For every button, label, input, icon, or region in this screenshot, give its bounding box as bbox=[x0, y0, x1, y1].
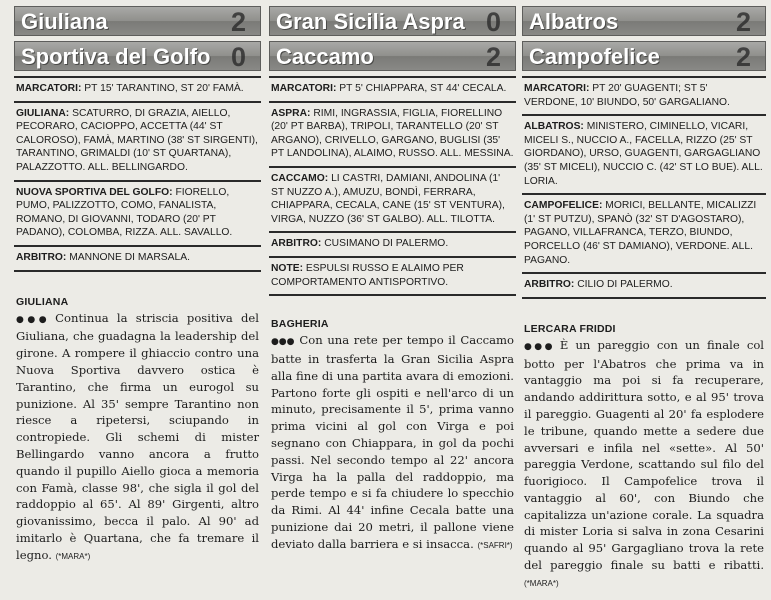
scorers: MARCATORI: PT 20' GUAGENTI; ST 5' VERDONE, 10' BIUNDO, 50' GARGALIANO. bbox=[522, 76, 766, 114]
home-team-band bbox=[14, 6, 261, 36]
home-team-band bbox=[522, 6, 766, 36]
bullet-dots: ●●● bbox=[16, 314, 51, 325]
divider bbox=[14, 270, 261, 272]
referee: ARBITRO: CUSIMANO DI PALERMO. bbox=[269, 231, 516, 256]
away-team-name: Caccamo bbox=[276, 44, 374, 69]
article-body: ●●● È un pareggio con un finale col botto per l'Abatros che prima va in vantaggio ma poi si fa recuperare, andando addirittura sotto, e al 95' trova il pareggio. Guagenti al 20' fa esplodere le tribune, quando mette a sedere due avversari e infila nel «sette». Al 50' pareggia Verdone, scattando sul filo del fuorigioco. Il Campofelice trova il vantaggio al 60', con Biundo che capitalizza un'azione corale. La squadra di mister Loria si salva in zona Cesarini quando al 95' Gargagliano trova la rete del pareggio finale su batti e ribatti. (*MARA*) bbox=[524, 337, 765, 588]
referee: ARBITRO: CILIO DI PALERMO. bbox=[522, 272, 766, 297]
home-team-score: 2 bbox=[230, 7, 246, 37]
away-team-score: 2 bbox=[735, 42, 751, 72]
match-column-aspra bbox=[269, 6, 516, 600]
dateline: BAGHERIA bbox=[271, 318, 329, 331]
home-team-name: Gran Sicilia Aspra bbox=[276, 9, 465, 34]
divider bbox=[269, 294, 516, 296]
scorers: MARCATORI: PT 15' TARANTINO, ST 20' FAMÀ. bbox=[14, 76, 261, 101]
article-body: ●●● Continua la striscia positiva del Giuliana, che guadagna la leadership del girone. A rompere il ghiaccio contro una Nuova Sportiva davvero ostica è Tarantino, che firma un eurogol su punizione. Al 35' sempre Tarantino non riesce a ripetersi, sciupando in contropiede. Gli schemi di mister Bellingardo vanno ancora a frutto quando il pupillo Aiello gioca a memoria con Famà, classe 98', che sigla il gol del raddoppio al 65'. Al 89' Girgenti, altro giovanissimo, becca il palo. Al 90' ad imitarlo è Quartana, che fa tremare il legno. (*MARA*) bbox=[16, 310, 259, 562]
dateline: GIULIANA bbox=[16, 295, 69, 308]
author-signature: (*SAFRI*) bbox=[477, 540, 513, 550]
home-lineup: GIULIANA: SCATURRO, DI GRAZIA, AIELLO, PECORARO, CACIOPPO, ACCETTA (44' ST CALOROSO), FAMÀ, MARTINO (38' ST SIRGENTI), TARANTINO, GRIMALDI (10' ST QUARTANA), PALAZZOTTO. ALL. BELLINGARDO. bbox=[14, 101, 261, 180]
home-lineup: ALBATROS: MINISTERO, CIMINELLO, VICARI, MICELI S., NUCCIO A., FACELLA, RIZZO (25' ST GIORDANO), URSO, GUAGENTI, GARGAGLIANO (35' ST MICELI), NUCCIO C. (42' ST LO BUE). ALL. LORIA. bbox=[522, 114, 766, 193]
match-notes: NOTE: ESPULSI RUSSO E ALAIMO PER COMPORTAMENTO ANTISPORTIVO. bbox=[269, 256, 516, 294]
away-team-score: 2 bbox=[485, 42, 501, 72]
referee: ARBITRO: MANNONE DI MARSALA. bbox=[14, 245, 261, 270]
away-lineup: CACCAMO: LI CASTRI, DAMIANI, ANDOLINA (1' ST NUZZO A.), AMUZU, BONDÌ, FERRARA, CHIAPPARA, CECALA, CANE (15' ST VENTURA), VIRGA, NUZZO (36' ST GALBO). ALL. TILOTTA. bbox=[269, 166, 516, 231]
home-team-score: 2 bbox=[735, 7, 751, 37]
divider bbox=[522, 297, 766, 299]
dateline: LERCARA FRIDDI bbox=[524, 322, 616, 335]
away-team-band bbox=[269, 41, 516, 71]
match-column-giuliana bbox=[14, 6, 261, 600]
away-lineup: NUOVA SPORTIVA DEL GOLFO: FIORELLO, PUMO, PALIZZOTTO, COMO, FANALISTA, ROMANO, DI GIOVANNI, TODARO (20' PT PADANO), COLOMBA, RIZZA. ALL. SAVALLO. bbox=[14, 180, 261, 245]
scorers: MARCATORI: PT 5' CHIAPPARA, ST 44' CECALA. bbox=[269, 76, 516, 101]
author-signature: (*MARA*) bbox=[524, 578, 559, 588]
author-signature: (*MARA*) bbox=[55, 551, 91, 561]
away-team-name: Campofelice bbox=[529, 44, 660, 69]
match-column-albatros bbox=[522, 6, 766, 600]
away-team-score: 0 bbox=[230, 42, 246, 72]
home-team-score: 0 bbox=[485, 7, 501, 37]
home-team-name: Giuliana bbox=[21, 9, 108, 34]
bullet-dots: ●●● bbox=[271, 337, 295, 348]
article-body: ●●● Con una rete per tempo il Caccamo batte in trasferta la Gran Sicilia Aspra alla fine di una partita avara di emozioni. Partono forte gli ospiti e nell'arco di un minuto, precisamente il 5', prima vanno prima vicini al gol con Virga e poi segnano con Chiappara, in gol da pochi passi. Nel secondo tempo al 22' ancora Virga ha la palla del raddoppio, ma perde tempo e si fa chiudere lo specchio da Rimi. Al 44' infine Cecala batte una punizione dai 20 metri, il pallone viene deviato dalla barriera e si insacca. (*SAFRI*) bbox=[271, 333, 514, 551]
away-team-band bbox=[14, 41, 261, 71]
home-lineup: ASPRA: RIMI, INGRASSIA, FIGLIA, FIORELLINO (20' PT BARBA), TRIPOLI, TARANTELLO (20' ST ARGANO), CRIVELLO, GARGANO, BUGLISI (35' PT LANDOLINA), ALAIMO, RUSSO. ALL. MESSINA. bbox=[269, 101, 516, 166]
away-team-band bbox=[522, 41, 766, 71]
home-team-band bbox=[269, 6, 516, 36]
away-team-name: Sportiva del Golfo bbox=[21, 44, 211, 69]
away-lineup: CAMPOFELICE: MORICI, BELLANTE, MICALIZZI (1' ST PUTZU), SPANÒ (32' ST D'AGOSTARO), PAGANO, VILLAFRANCA, TERZO, BIUNDO, PORCELLO (46' ST DAMIANO), VERDONE. ALL. PAGANO. bbox=[522, 193, 766, 272]
bullet-dots: ●●● bbox=[524, 341, 555, 352]
home-team-name: Albatros bbox=[529, 9, 619, 34]
